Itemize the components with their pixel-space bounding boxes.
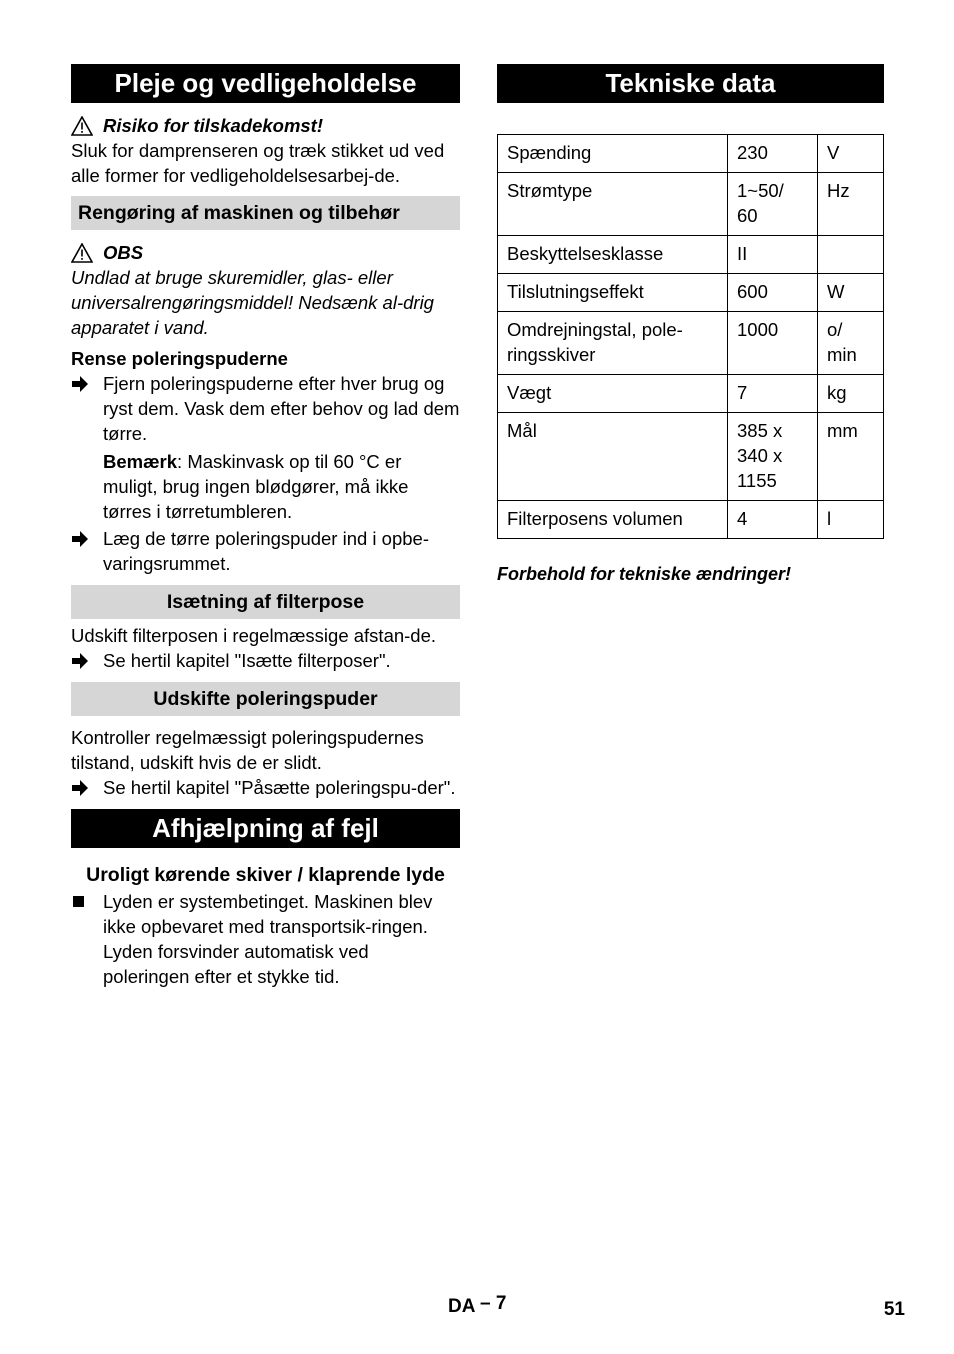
list-item [71, 648, 460, 673]
table-row [498, 173, 884, 236]
footer-lang: DA [448, 1296, 475, 1317]
replace-text: Kontroller regelmæssigt poleringspudernes tilstand, udskift hvis de er slidt. [71, 727, 424, 773]
table-row [498, 236, 884, 274]
filter-text: Udskift filterposen i regelmæssige afstan-de. [71, 625, 437, 646]
spec-unit: kg [818, 375, 884, 413]
spec-label: Tilslutningseffekt [498, 274, 728, 312]
spec-value: II [728, 236, 818, 274]
table-row [498, 312, 884, 375]
square-bullet-icon [73, 896, 84, 907]
heading-filter: Isætning af filterpose [71, 585, 460, 619]
table-row [498, 135, 884, 173]
list-item [71, 889, 460, 989]
spec-value: 600 [728, 274, 818, 312]
right-column [497, 64, 884, 587]
reservation-note: Forbehold for tekniske ændringer! [497, 564, 792, 584]
pads-title: Rense poleringspuderne [71, 348, 288, 369]
spec-value: 1~50/ 60 [728, 173, 818, 236]
table-row [498, 274, 884, 312]
spec-label: Filterposens volumen [498, 501, 728, 539]
spec-unit: W [818, 274, 884, 312]
pads-note [71, 449, 460, 524]
footer-dash: – [480, 1293, 491, 1314]
spec-label: Spænding [498, 135, 728, 173]
note-label: Bemærk [103, 451, 178, 472]
obs-text: Undlad at bruge skuremidler, glas- eller universalrengøringsmiddel! Nedsænk al-drig apparatet i vand. [71, 267, 434, 338]
spec-unit: o/ min [818, 312, 884, 375]
note-text: : Maskinvask op til 60 °C er muligt, brug ingen blødgører, må ikke tørres i tørretumbleren. [103, 451, 409, 522]
warning-title: Risiko for tilskadekomst! [103, 115, 324, 136]
spec-label: Omdrejningstal, pole-ringsskiver [498, 312, 728, 375]
heading-care: Pleje og vedligeholdelse [71, 64, 460, 103]
table-row [498, 375, 884, 413]
list-item [71, 775, 460, 800]
tech-table [497, 134, 884, 539]
list-item [71, 371, 460, 446]
spec-value: 7 [728, 375, 818, 413]
spec-label: Mål [498, 413, 728, 501]
spec-unit: l [818, 501, 884, 539]
spec-label: Vægt [498, 375, 728, 413]
spec-label: Strømtype [498, 173, 728, 236]
obs-title: OBS [103, 242, 144, 263]
heading-replace: Udskifte poleringspuder [71, 682, 460, 716]
spec-unit: V [818, 135, 884, 173]
warning-triangle-icon [71, 116, 93, 136]
warning-injury [71, 113, 460, 138]
heading-tech: Tekniske data [497, 64, 884, 103]
heading-trouble: Afhjælpning af fejl [71, 809, 460, 848]
arrow-right-icon [71, 371, 103, 446]
footer-page-number: 51 [883, 1299, 905, 1320]
spec-unit [818, 236, 884, 274]
footer-page-label [448, 1293, 507, 1318]
obs-note [71, 240, 460, 265]
heading-cleaning: Rengøring af maskinen og tilbehør [71, 196, 460, 230]
spec-value: 385 x 340 x 1155 [728, 413, 818, 501]
left-column [71, 64, 460, 989]
trouble-subheading: Uroligt kørende skiver / klaprende lyde [86, 864, 445, 886]
footer-page-local: 7 [495, 1293, 507, 1314]
list-item [71, 526, 460, 576]
spec-unit: Hz [818, 173, 884, 236]
table-row [498, 413, 884, 501]
filter-step: Se hertil kapitel "Isætte filterposer". [103, 650, 391, 671]
pads-step1: Fjern poleringspuderne efter hver brug og ryst dem. Vask dem efter behov og lad dem tørre. [103, 373, 460, 444]
replace-step: Se hertil kapitel "Påsætte poleringspu-der". [103, 777, 456, 798]
pads-step2: Læg de tørre poleringspuder ind i opbe-varingsrummet. [103, 528, 429, 574]
table-row [498, 501, 884, 539]
warning-text: Sluk for damprenseren og træk stikket ud ved alle former for vedligeholdelsesarbej-de. [71, 140, 445, 186]
spec-label: Beskyttelsesklasse [498, 236, 728, 274]
arrow-right-icon [71, 648, 103, 673]
spec-value: 1000 [728, 312, 818, 375]
warning-triangle-icon [71, 243, 93, 263]
spec-unit: mm [818, 413, 884, 501]
arrow-right-icon [71, 775, 103, 800]
spec-value: 4 [728, 501, 818, 539]
arrow-right-icon [71, 526, 103, 576]
spec-value: 230 [728, 135, 818, 173]
trouble-text: Lyden er systembetinget. Maskinen blev ikke opbevaret med transportsik-ringen. Lyden forsvinder automatisk ved poleringen efter et stykke tid. [103, 891, 433, 987]
